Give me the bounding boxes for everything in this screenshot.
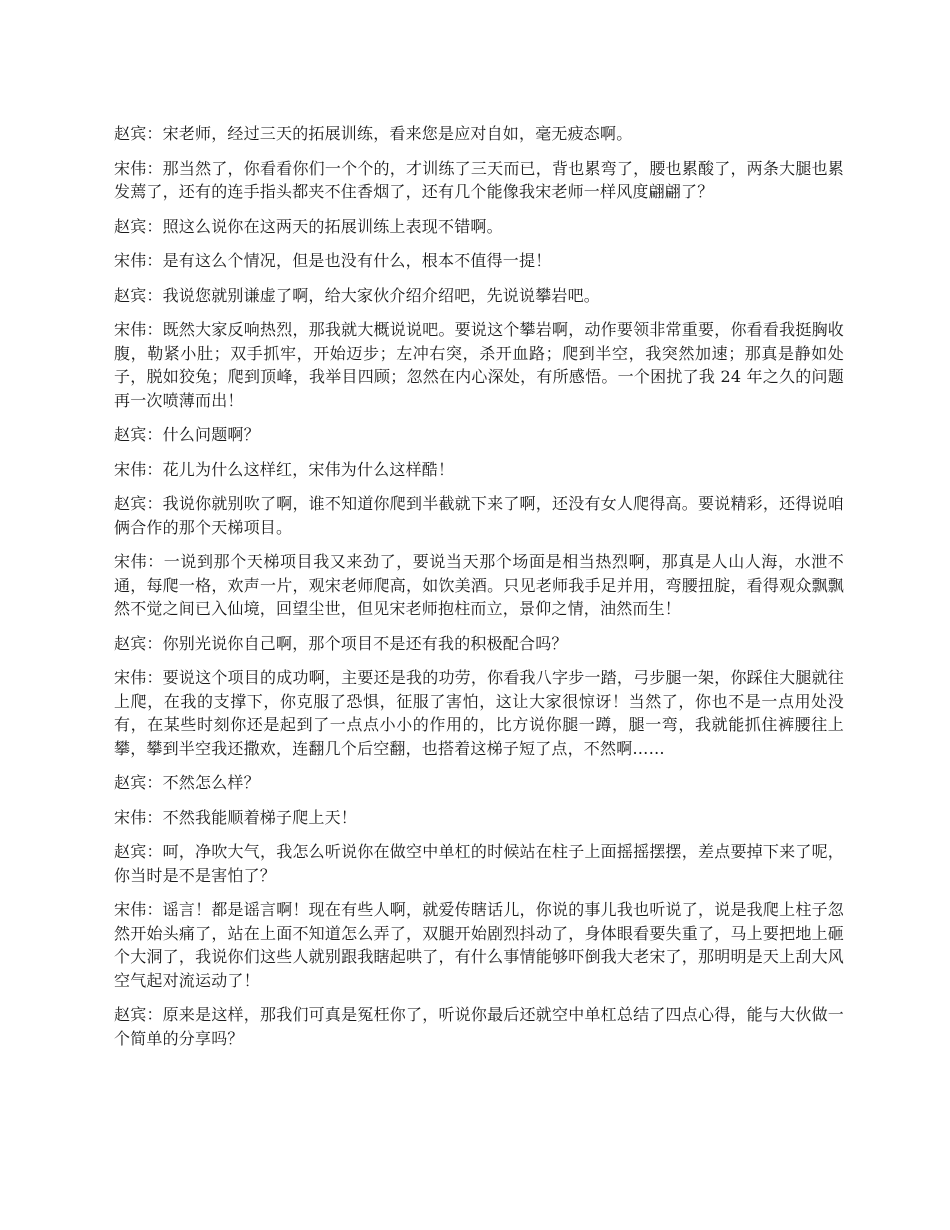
dialogue-line: 赵宾：原来是这样，那我们可真是冤枉你了，听说你最后还就空中单杠总结了四点心得，能与大伙做一个简单的分享吗？ <box>114 1005 844 1048</box>
dialogue-line: 赵宾：照这么说你在这两天的拓展训练上表现不错啊。 <box>114 216 503 236</box>
dialogue-line: 宋伟：要说这个项目的成功啊，主要还是我的功劳，你看我八字步一踏，弓步腿一架，你踩住大腿就往上爬，在我的支撑下，你克服了恐惧，征服了害怕，这让大家很惊讶！当然了，你也不是一点用处没有，在某些时刻你还是起到了一点点小小的作用的，比方说你腿一蹲，腿一弯，我就能抓住裤腰往上攀，攀到半空我还撒欢，连翻几个后空翻，也搭着这梯子短了点，不然啊…… <box>114 668 844 758</box>
dialogue-line: 赵宾：我说您就别谦虚了啊，给大家伙介绍介绍吧，先说说攀岩吧。 <box>114 285 601 305</box>
dialogue-line: 宋伟：既然大家反响热烈，那我就大概说说吧。要说这个攀岩啊，动作要领非常重要，你看看我挺胸收腹，勒紧小肚；双手抓牢，开始迈步；左冲右突，杀开血路；爬到半空，我突然加速；那真是静如处子，脱如狡兔；爬到顶峰，我举目四顾；忽然在内心深处，有所感悟。一个困扰了我 24 年之久的问题再一次喷薄而出！ <box>114 320 844 410</box>
dialogue-line: 赵宾：宋老师，经过三天的拓展训练，看来您是应对自如，毫无疲态啊。 <box>114 124 633 143</box>
dialogue-line: 宋伟：花儿为什么这样红，宋伟为什么这样酷！ <box>114 459 455 479</box>
dialogue-line: 宋伟：是有这么个情况，但是也没有什么，根本不值得一提！ <box>114 251 552 270</box>
dialogue-line: 赵宾：你别光说你自己啊，那个项目不是还有我的积极配合吗？ <box>114 633 568 653</box>
document-body <box>114 122 844 1061</box>
dialogue-line: 宋伟：谣言！都是谣言啊！现在有些人啊，就爱传瞎话儿，你说的事儿我也听说了，说是我爬上柱子忽然开始头痛了，站在上面不知道怎么弄了，双腿开始剧烈抖动了，身体眼看要失重了，马上要把地上砸个大洞了，我说你们这些人就别跟我瞎起哄了，有什么事情能够吓倒我大老宋了，那明明是天上刮大风空气起对流运动了！ <box>114 900 844 990</box>
dialogue-line: 宋伟：不然我能顺着梯子爬上天！ <box>114 807 358 827</box>
dialogue-line: 赵宾：我说你就别吹了啊，谁不知道你爬到半截就下来了啊，还没有女人爬得高。要说精彩，还得说咱俩合作的那个天梯项目。 <box>114 494 844 537</box>
dialogue-line: 赵宾：什么问题啊？ <box>114 425 260 444</box>
dialogue-line: 赵宾：不然怎么样？ <box>114 773 260 792</box>
dialogue-line: 赵宾：呵，净吹大气，我怎么听说你在做空中单杠的时候站在柱子上面摇摇摆摆，差点要掉下来了呢，你当时是不是害怕了？ <box>114 842 844 885</box>
dialogue-line: 宋伟：一说到那个天梯项目我又来劲了，要说当天那个场面是相当热烈啊，那真是人山人海，水泄不通，每爬一格，欢声一片，观宋老师爬高，如饮美酒。只见老师我手足并用，弯腰扭腚，看得观众飘飘然不觉之间已入仙境，回望尘世，但见宋老师抱柱而立，景仰之情，油然而生！ <box>114 552 844 618</box>
dialogue-line: 宋伟：那当然了，你看看你们一个个的，才训练了三天而已，背也累弯了，腰也累酸了，两条大腿也累发蔫了，还有的连手指头都夹不住香烟了，还有几个能像我宋老师一样风度翩翩了？ <box>114 158 844 201</box>
